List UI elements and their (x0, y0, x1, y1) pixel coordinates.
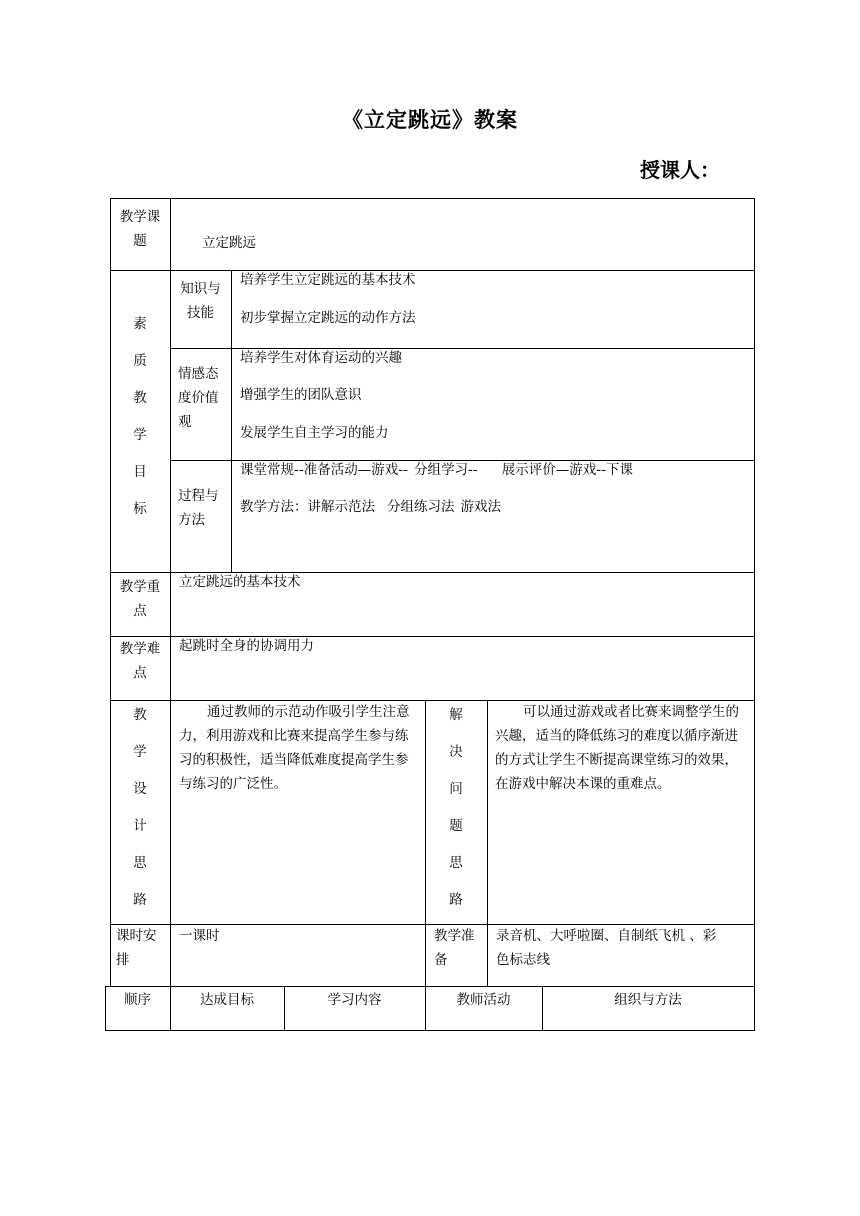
topic-label: 教学课 题 (119, 209, 161, 249)
process-flow: 课堂常规--准备活动—游戏-- 分组学习-- 展示评价—游戏--下课 (240, 462, 633, 478)
process-label: 过程与 方法 (178, 488, 219, 528)
design-divider-2 (487, 700, 488, 986)
emotion-item: 培养学生对体育运动的兴趣 (240, 350, 402, 366)
plan-header-content: 学习内容 (327, 992, 382, 1008)
plan-col-divider (754, 986, 755, 1031)
knowledge-item: 初步掌握立定跳远的动作方法 (240, 310, 416, 326)
teacher-label: 授课人： (640, 158, 720, 182)
key-point-value: 立定跳远的基本技术 (179, 574, 301, 590)
knowledge-label: 知识与 技能 (180, 281, 221, 321)
plan-header-goal: 达成目标 (200, 992, 254, 1008)
table-border-right (754, 198, 755, 986)
plan-header-organization: 组织与方法 (614, 992, 682, 1008)
plan-table-top (105, 986, 755, 987)
solve-label: 解 决 问 题 思 路 (449, 707, 463, 908)
plan-header-order: 顺序 (124, 992, 151, 1008)
knowledge-item: 培养学生立定跳远的基本技术 (240, 272, 416, 288)
row-divider (110, 270, 755, 271)
design-text: 通过教师的示范动作吸引学生注意力，利用游戏和比赛来提高学生参与练习的积极性，适当降低难度提高学生参与练习的广泛性。 (179, 704, 410, 792)
process-methods: 教学方法：讲解示范法 分组练习法 游戏法 (240, 499, 501, 515)
prep-label: 教学准 备 (434, 928, 475, 968)
plan-header-teacher: 教师活动 (456, 992, 511, 1008)
plan-table-bottom (105, 1030, 755, 1031)
emotion-label: 情感态 度价值 观 (178, 366, 219, 430)
emotion-item: 发展学生自主学习的能力 (240, 425, 389, 441)
design-divider-1 (425, 700, 426, 986)
document-title: 《立定跳远》教案 (342, 108, 518, 132)
difficulty-value: 起跳时全身的协调用力 (179, 638, 314, 654)
design-label: 教 学 设 计 思 路 (133, 707, 147, 908)
emotion-item: 增强学生的团队意识 (240, 387, 362, 403)
topic-value: 立定跳远 (202, 235, 256, 251)
goals-label: 素 质 教 学 目 标 (133, 316, 147, 517)
solve-text: 可以通过游戏或者比赛来调整学生的兴趣，适当的降低练习的难度以循序渐进的方式让学生不断提高课堂练习的效果，在游戏中解决本课的重难点。 (495, 704, 739, 792)
goal-sub-divider (231, 270, 232, 572)
schedule-label: 课时安 排 (116, 928, 157, 968)
table-border-top (110, 198, 755, 199)
difficulty-label: 教学难 点 (119, 641, 161, 681)
key-point-label: 教学重 点 (119, 579, 161, 619)
prep-value: 录音机、大呼啦圈、自制纸飞机 、彩 色标志线 (496, 928, 717, 968)
schedule-value: 一课时 (179, 928, 220, 944)
